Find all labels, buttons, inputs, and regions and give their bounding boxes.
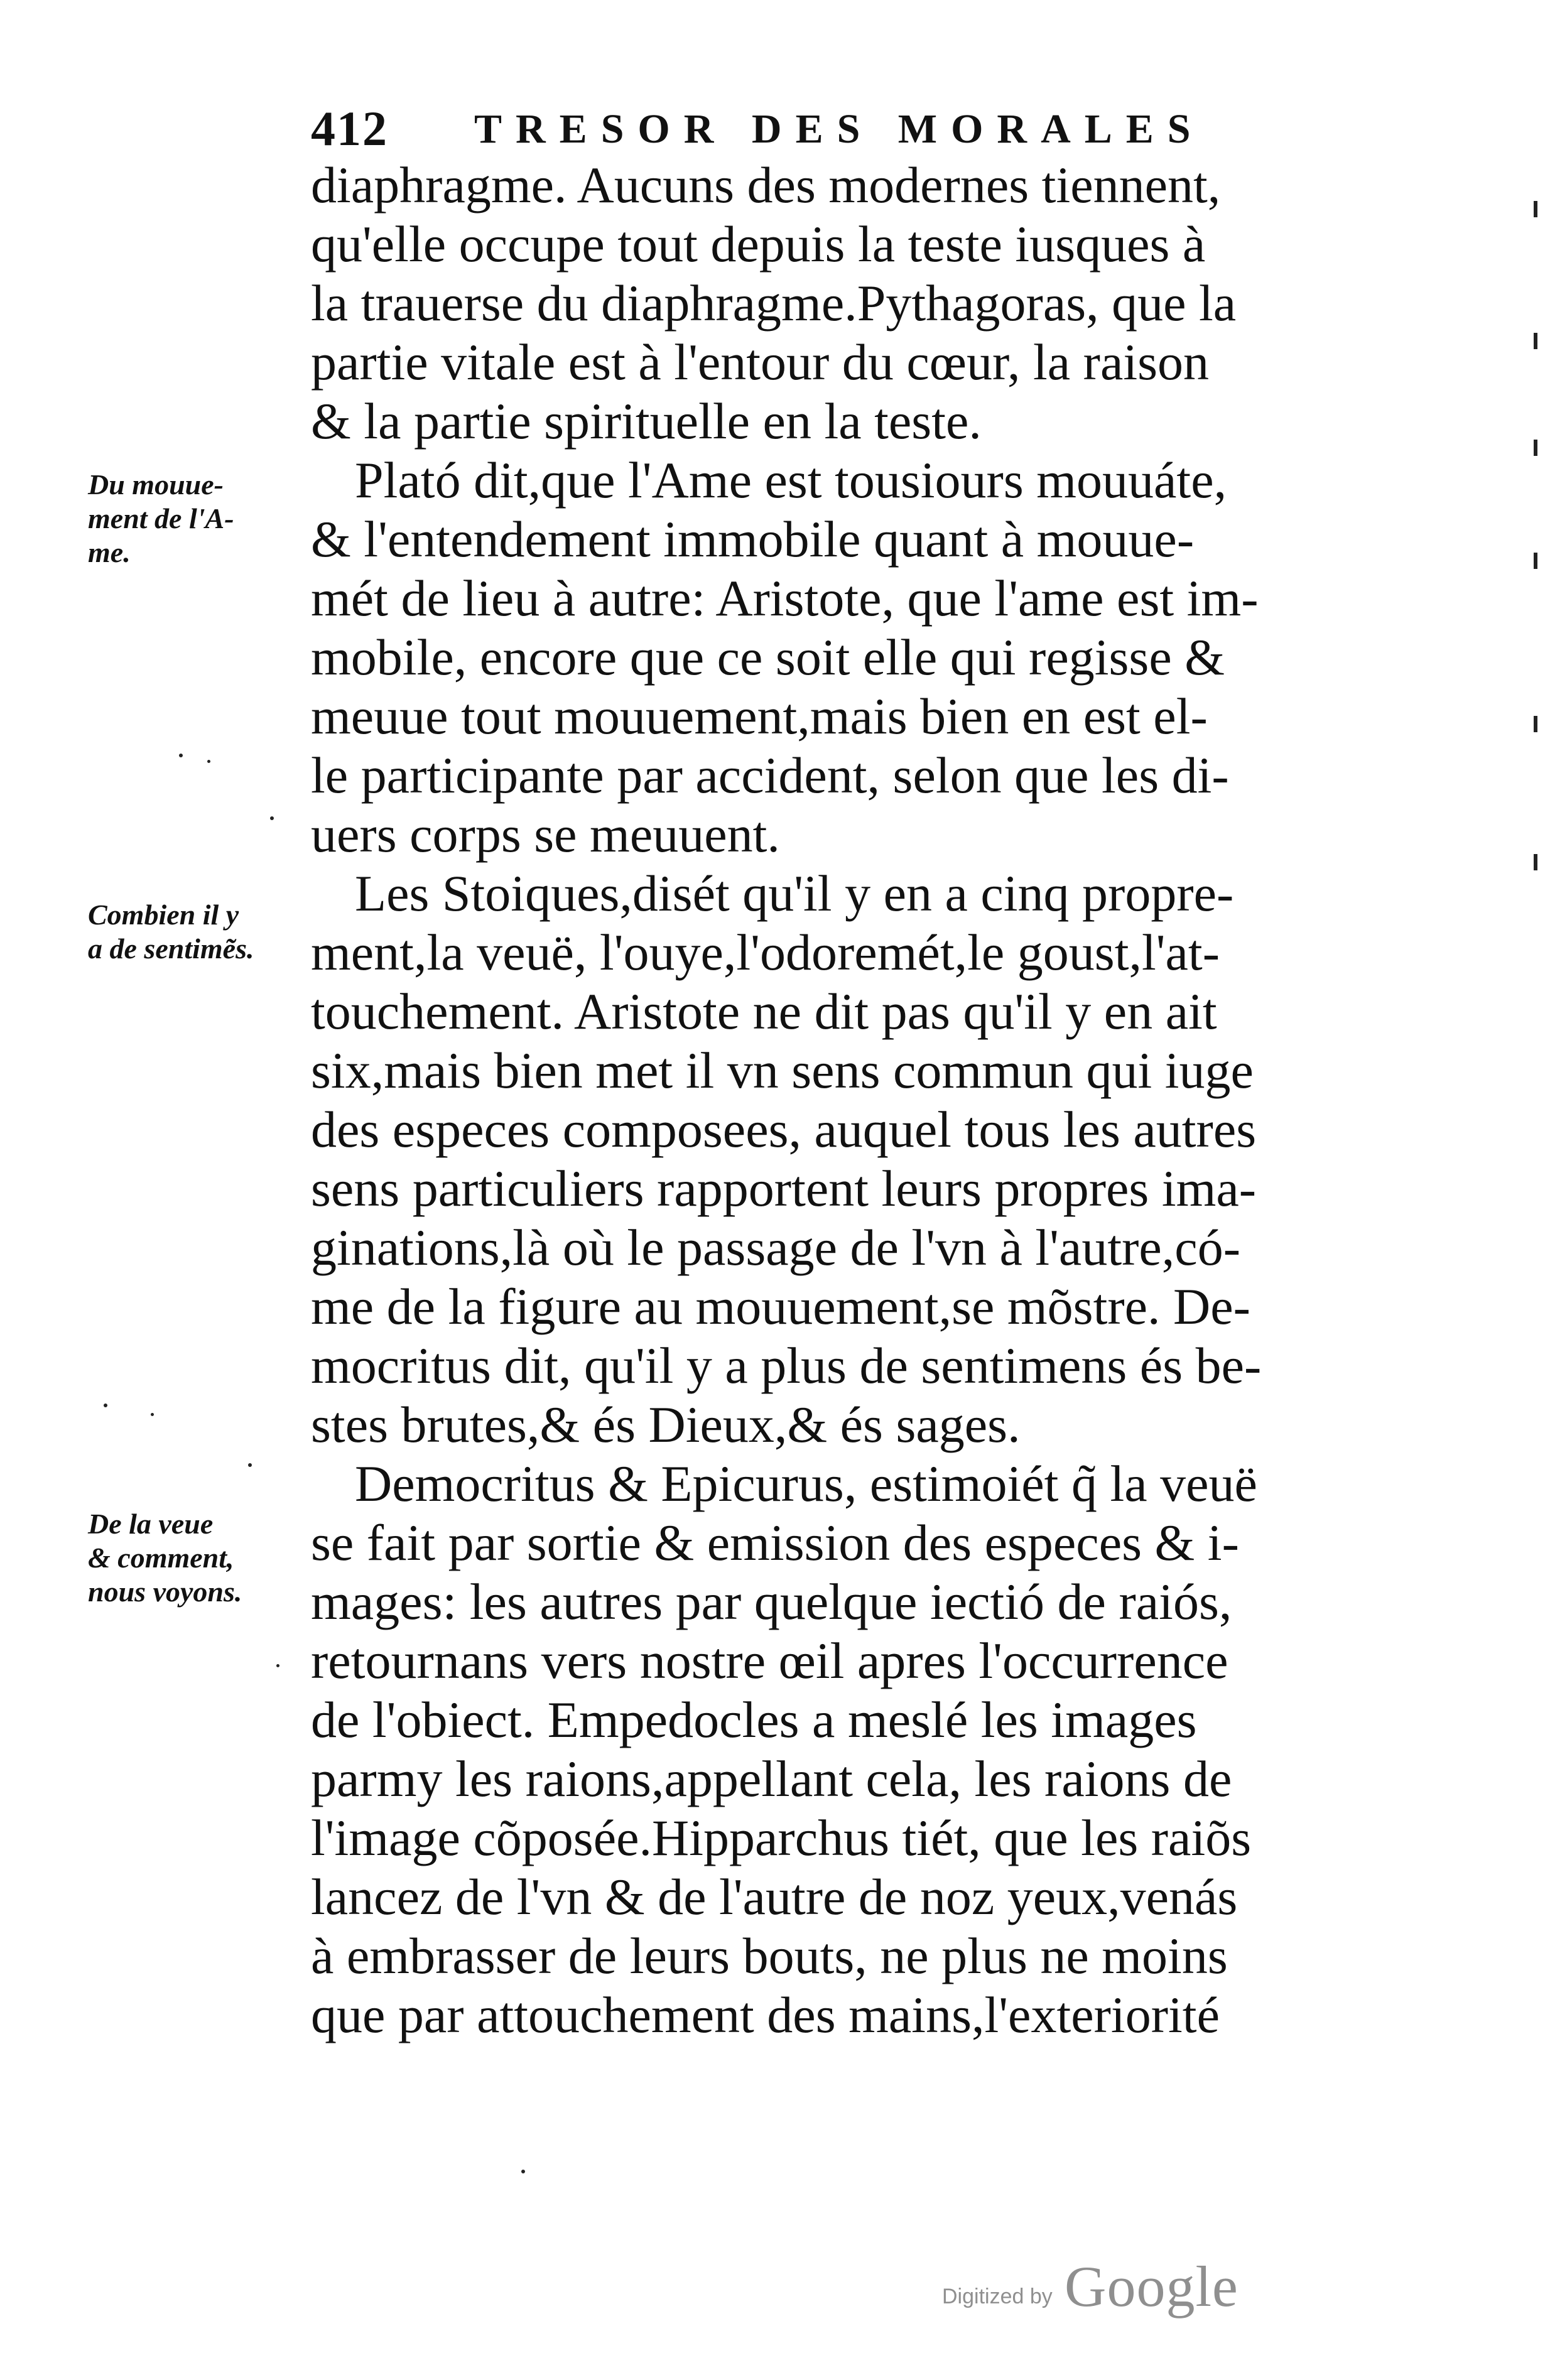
text-line: & l'entendement immobile quant à mouue- <box>311 511 1195 568</box>
text-line: de l'obiect. Empedocles a meslé les images <box>311 1691 1197 1748</box>
edge-tick <box>1534 201 1537 217</box>
text-line: mobile, encore que ce soit elle qui regisse & <box>311 629 1225 686</box>
text-line: l'image cõposée.Hipparchus tiét, que les raiõs <box>311 1809 1252 1866</box>
text-line: partie vitale est à l'entour du cœur, la raison <box>311 333 1210 391</box>
margin-note-line: De la veue <box>88 1508 214 1540</box>
ink-speck <box>104 1404 107 1407</box>
paragraph-start-line: Plató dit,que l'Ame est tousiours mouuáte, <box>355 452 1227 509</box>
edge-tick <box>1534 854 1537 870</box>
edge-tick <box>1534 333 1537 349</box>
text-line: qu'elle occupe tout depuis la teste iusques à <box>311 215 1206 273</box>
text-line: me de la figure au mouuement,se mõstre. De- <box>311 1278 1250 1335</box>
margin-note-line: ment de l'A- <box>88 502 234 534</box>
text-line: meuue tout mouuement,mais bien en est el- <box>311 688 1208 745</box>
text-line: ment,la veuë, l'ouye,l'odoremét,le goust,l'at- <box>311 924 1220 981</box>
margin-note-line: nous voyons. <box>88 1576 242 1608</box>
text-line: touchement. Aristote ne dit pas qu'il y en ait <box>311 983 1217 1040</box>
main-text-block <box>311 156 1353 2045</box>
ink-speck <box>276 1664 279 1667</box>
text-line: des especes composees, auquel tous les autres <box>311 1101 1257 1158</box>
running-head <box>311 94 1240 163</box>
paragraph-start-line: Les Stoiques,disét qu'il y en a cinq propre- <box>355 865 1234 922</box>
ink-speck <box>151 1413 154 1416</box>
margin-note-line: a de sentimẽs. <box>88 933 254 965</box>
text-line: sens particuliers rapportent leurs propres ima- <box>311 1160 1257 1217</box>
margin-note-movement-of-soul <box>88 468 314 570</box>
text-line: six,mais bien met il vn sens commun qui iuge <box>311 1042 1254 1099</box>
margin-note-line: & comment, <box>88 1542 234 1574</box>
digitized-by-google-watermark <box>942 2253 1269 2322</box>
ink-speck <box>207 760 210 763</box>
ink-speck <box>270 816 274 820</box>
margin-note-sight <box>88 1507 314 1609</box>
text-line: à embrasser de leurs bouts, ne plus ne moins <box>311 1927 1228 1984</box>
text-line: que par attouchement des mains,l'exteriorité <box>311 1986 1220 2043</box>
ink-speck <box>521 2170 525 2173</box>
edge-tick <box>1534 716 1537 732</box>
text-line: mocritus dit, qu'il y a plus de sentimens és be- <box>311 1337 1262 1394</box>
text-line: & la partie spirituelle en la teste. <box>311 392 982 450</box>
paragraph-start-line: Democritus & Epicurus, estimoiét q̃ la veuë <box>355 1455 1257 1512</box>
ink-speck <box>248 1463 252 1467</box>
edge-tick <box>1534 553 1537 569</box>
ink-speck <box>179 754 183 757</box>
text-line: parmy les raions,appellant cela, les raions de <box>311 1750 1232 1807</box>
text-line: ginations,là où le passage de l'vn à l'autre,có- <box>311 1219 1241 1276</box>
text-line: mét de lieu à autre: Aristote, que l'ame est im- <box>311 570 1259 627</box>
text-line: mages: les autres par quelque iectió de raiós, <box>311 1573 1232 1630</box>
text-line: uers corps se meuuent. <box>311 806 780 863</box>
running-title: TRESOR DES MORALES <box>474 106 1205 152</box>
margin-note-line: Combien il y <box>88 899 239 931</box>
text-line: la trauerse du diaphragme.Pythagoras, que la <box>311 274 1237 332</box>
margin-note-line: Du mouue- <box>88 468 224 500</box>
watermark-caption: Digitized by <box>942 2285 1053 2308</box>
google-logo: Google <box>1065 2254 1238 2318</box>
margin-note-line: me. <box>88 536 131 568</box>
edge-tick <box>1534 440 1537 456</box>
text-line: lancez de l'vn & de l'autre de noz yeux,venás <box>311 1868 1238 1925</box>
text-line: le participante par accident, selon que les di- <box>311 747 1229 804</box>
text-line: se fait par sortie & emission des especes & i- <box>311 1514 1239 1571</box>
text-line: stes brutes,& és Dieux,& és sages. <box>311 1396 1021 1453</box>
page-number: 412 <box>311 101 388 156</box>
text-line: diaphragme. Aucuns des modernes tiennent, <box>311 156 1221 214</box>
margin-note-number-of-senses <box>88 898 314 966</box>
text-line: retournans vers nostre œil apres l'occurrence <box>311 1632 1228 1689</box>
page-edge-marks <box>1530 201 1541 892</box>
